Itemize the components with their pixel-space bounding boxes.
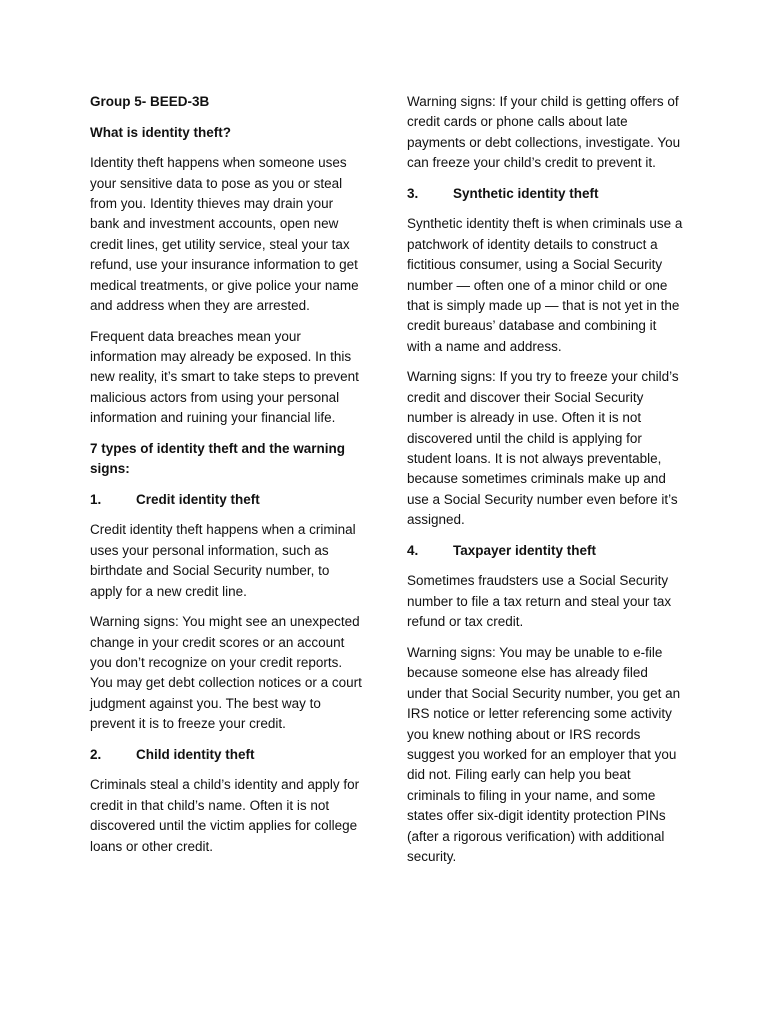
section-4-body: Sometimes fraudsters use a Social Security number to file a tax return and steal your tax refund or tax credit.	[407, 573, 672, 630]
section-2-heading	[90, 745, 362, 765]
section-2-warning: Warning signs: If your child is getting offers of credit cards or phone calls about late payments or debt collections, investigate. You can freeze your child’s credit to prevent it.	[407, 94, 681, 171]
section-4-heading	[407, 541, 683, 561]
group-label: Group 5- BEED-3B	[90, 94, 210, 109]
section-1-body: Credit identity theft happens when a criminal uses your personal information, such as birthdate and Social Security number, to apply for a new credit line.	[90, 522, 356, 599]
section-4-number: 4.	[407, 542, 419, 558]
section-4-title: Taxpayer identity theft	[453, 542, 597, 558]
section-2-body: Criminals steal a child’s identity and apply for credit in that child’s name. Often it is not discovered until the victim applies for college loans or other credit.	[90, 777, 360, 854]
right-column	[407, 92, 683, 878]
section-2-number: 2.	[90, 746, 102, 762]
section-3-title: Synthetic identity theft	[453, 185, 599, 201]
section-3-number: 3.	[407, 185, 419, 201]
section-3-warning: Warning signs: If you try to freeze your child’s credit and discover their Social Security number is already in use. Often it is not discovered until the child is applying for student loans. It is not always preventable, because sometimes criminals make up and use a Social Security number even before it’s assigned.	[407, 369, 679, 528]
section-1-heading	[90, 490, 362, 510]
section-3-heading	[407, 184, 683, 204]
section-4-warning: Warning signs: You may be unable to e-file because someone else has already filed under that Social Security number, you get an IRS notice or letter referencing some activity you knew nothing about or IRS records suggest you worked for an employer that you did not. Filing early can help you beat criminals to filing in your name, and some states offer six-digit identity protection PINs (after a rigorous verification) with additional security.	[407, 644, 681, 864]
section-1-number: 1.	[90, 491, 102, 507]
section-1-warning: Warning signs: You might see an unexpected change in your credit scores or an account you don’t recognize on your credit reports. You may get debt collection notices or a court judgment against you. The best way to prevent it is to freeze your credit.	[90, 614, 362, 732]
intro-paragraph-1: Identity theft happens when someone uses your sensitive data to pose as you or steal from you. Identity thieves may drain your bank and investment accounts, open new credit lines, get utility service, steal your tax refund, use your insurance information to get medical treatments, or give police your name and address when they are arrested.	[90, 155, 359, 314]
document-title: What is identity theft?	[90, 124, 231, 140]
types-heading: 7 types of identity theft and the warning signs:	[90, 440, 346, 477]
section-1-title: Credit identity theft	[136, 491, 260, 507]
section-2-title: Child identity theft	[136, 746, 255, 762]
intro-paragraph-2: Frequent data breaches mean your information may already be exposed. In this new reality, it’s smart to take steps to prevent malicious actors from using your personal information and ruining your financial life.	[90, 328, 359, 426]
left-column	[90, 92, 362, 867]
section-3-body: Synthetic identity theft is when criminals use a patchwork of identity details to construct a fictitious consumer, using a Social Security number — often one of a minor child or one that is simply made up — that is not yet in the credit bureaus’ database and combining it with a name and address.	[407, 216, 683, 354]
